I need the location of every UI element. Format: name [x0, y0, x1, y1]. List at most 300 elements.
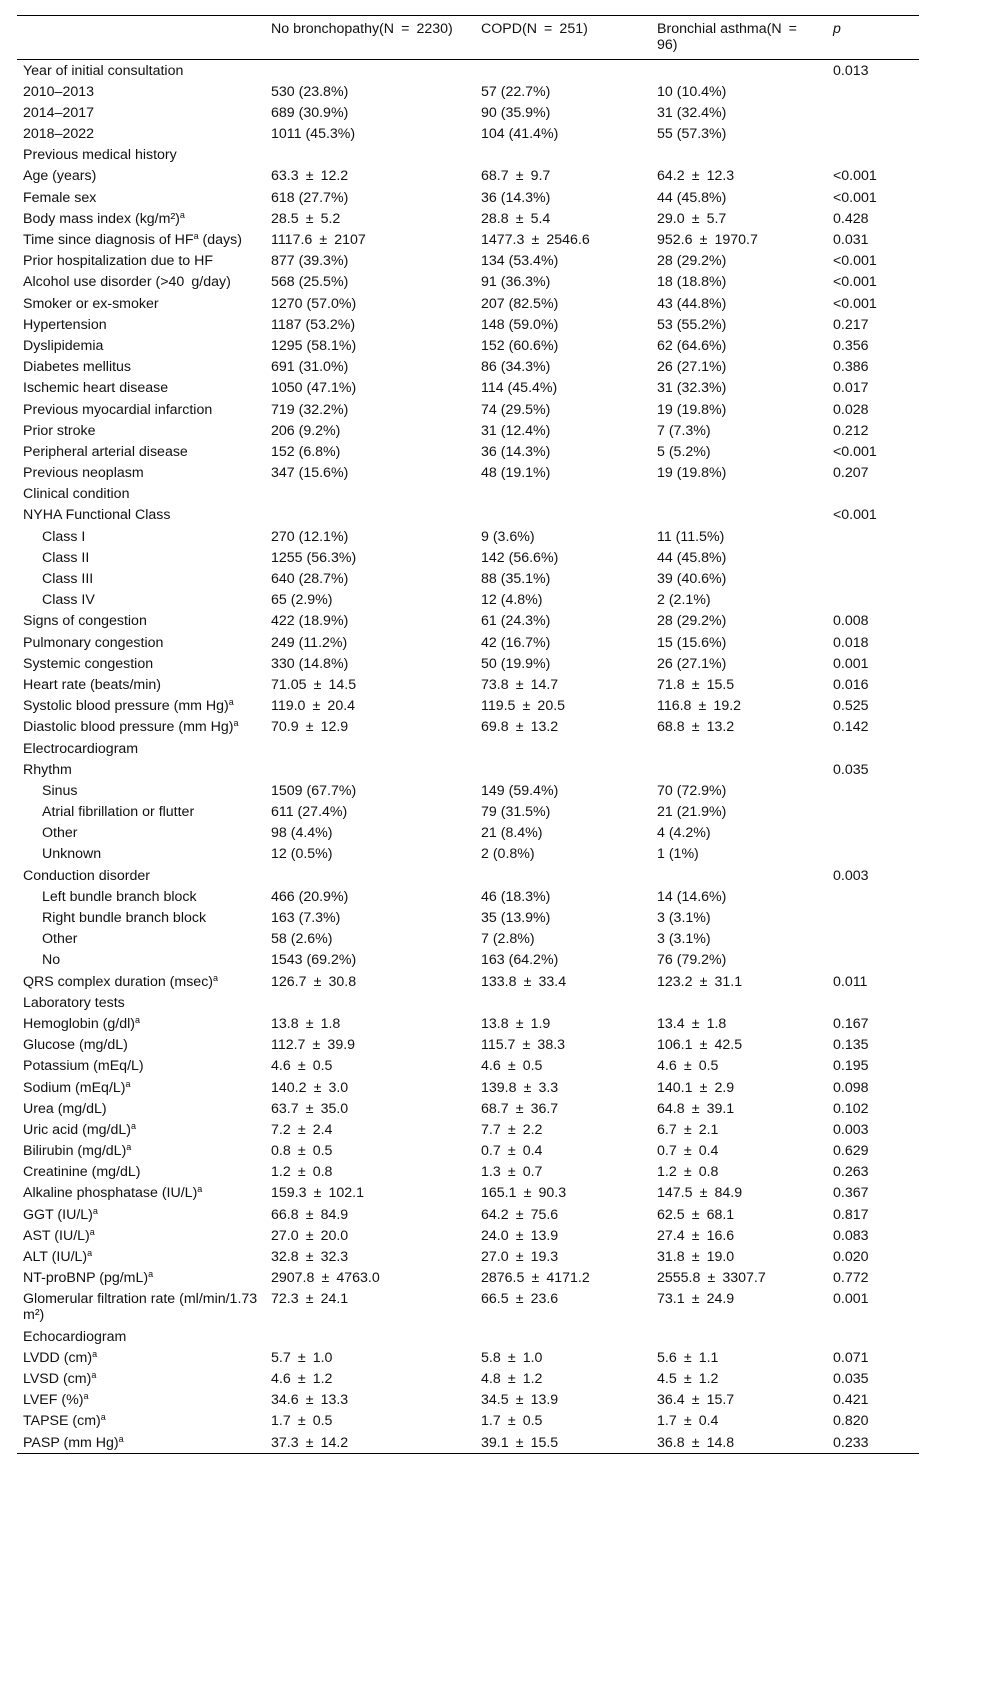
row-label-text: No — [42, 952, 61, 969]
cell-bronchial-asthma: 39 (40.6%) — [657, 571, 727, 587]
row-label-text: Pulmonary congestion — [23, 634, 164, 651]
table-row — [17, 60, 919, 82]
cell-p-value: <0.001 — [833, 443, 877, 460]
table-container — [17, 15, 919, 1454]
table-row — [17, 335, 919, 356]
cell-no-bronchopathy: 71.05 ± 14.5 — [271, 676, 357, 693]
table-row — [17, 1326, 919, 1347]
cell-no-bronchopathy: 2907.8 ± 4763.0 — [271, 1270, 380, 1287]
cell-copd — [475, 992, 651, 1013]
row-label — [17, 738, 265, 759]
cell-no-bronchopathy: 65 (2.9%) — [271, 592, 333, 609]
table-row — [17, 823, 919, 844]
cell-p-value — [827, 81, 919, 102]
row-label-text: Glomerular filtration rate (ml/min/1.73 m²) — [23, 1291, 258, 1324]
row-label-suffix: (days) — [198, 232, 242, 248]
row-label — [17, 251, 265, 272]
header-p-value: p — [833, 21, 841, 37]
table-row — [17, 1390, 919, 1411]
row-label — [17, 653, 265, 674]
cell-p-value: 0.386 — [833, 359, 869, 376]
table-row — [17, 1289, 919, 1326]
cell-p-value: 0.001 — [833, 655, 869, 672]
cell-copd: 46 (18.3%) — [481, 888, 551, 905]
cell-no-bronchopathy: 13.8 ± 1.8 — [271, 1015, 341, 1032]
table-row — [17, 569, 919, 590]
row-label-text: Female sex — [23, 189, 97, 206]
table-row — [17, 992, 919, 1013]
header-no-bronchopathy: No bronchopathy(N = 2230) — [271, 21, 453, 37]
row-label-text: Class II — [42, 549, 90, 566]
cell-copd: 90 (35.9%) — [481, 104, 551, 121]
cell-no-bronchopathy: 63.3 ± 12.2 — [271, 168, 349, 185]
cell-bronchial-asthma: 4.5 ± 1.2 — [657, 1370, 719, 1387]
cell-copd: 36 (14.3%) — [481, 189, 551, 206]
row-label — [17, 208, 265, 229]
footnote-marker: a — [126, 1142, 132, 1153]
row-label-text: Hemoglobin (g/dl) — [23, 1015, 135, 1032]
cell-copd: 68.7 ± 9.7 — [481, 168, 551, 185]
cell-bronchial-asthma: 5 (5.2%) — [657, 443, 711, 460]
cell-p-value: <0.001 — [833, 189, 877, 206]
row-label — [17, 717, 265, 738]
row-label-text: Time since diagnosis of HF — [23, 232, 194, 248]
cell-no-bronchopathy: 618 (27.7%) — [271, 189, 349, 206]
cell-p-value: 0.083 — [833, 1227, 869, 1244]
cell-bronchial-asthma — [651, 738, 827, 759]
header-copd: COPD(N = 251) — [481, 21, 588, 37]
row-label — [17, 1247, 265, 1268]
cell-copd: 104 (41.4%) — [481, 126, 559, 143]
row-label — [17, 590, 265, 611]
table-row — [17, 1183, 919, 1204]
cell-bronchial-asthma: 64.8 ± 39.1 — [657, 1100, 735, 1117]
row-label-text: Bilirubin (mg/dL) — [23, 1143, 127, 1160]
row-label — [17, 802, 265, 823]
row-label-text: Creatinine (mg/dL) — [23, 1164, 141, 1181]
table-row — [17, 1247, 919, 1268]
cell-copd: 1.3 ± 0.7 — [481, 1164, 543, 1181]
cell-bronchial-asthma: 106.1 ± 42.5 — [657, 1037, 743, 1054]
table-row — [17, 590, 919, 611]
cell-no-bronchopathy: 270 (12.1%) — [271, 528, 349, 545]
cell-no-bronchopathy: 5.7 ± 1.0 — [271, 1349, 333, 1366]
cell-p-value — [827, 780, 919, 801]
cell-copd: 50 (19.9%) — [481, 655, 551, 672]
cell-no-bronchopathy: 568 (25.5%) — [271, 274, 349, 291]
cell-copd: 152 (60.6%) — [481, 337, 559, 354]
cell-bronchial-asthma — [651, 60, 827, 82]
cell-bronchial-asthma: 26 (27.1%) — [657, 359, 727, 376]
cell-bronchial-asthma: 19 (19.8%) — [657, 401, 727, 418]
cell-p-value — [827, 102, 919, 123]
cell-bronchial-asthma: 62 (64.6%) — [657, 337, 727, 354]
row-label — [17, 484, 265, 505]
table-row — [17, 738, 919, 759]
cell-p-value — [827, 145, 919, 166]
cell-no-bronchopathy: 689 (30.9%) — [271, 104, 349, 121]
row-label-text: Dyslipidemia — [23, 337, 104, 354]
cell-bronchial-asthma: 1.2 ± 0.8 — [657, 1164, 719, 1181]
cell-copd: 35 (13.9%) — [481, 910, 551, 926]
table-row — [17, 1119, 919, 1140]
cell-copd: 115.7 ± 38.3 — [481, 1037, 566, 1054]
row-label — [17, 357, 265, 378]
cell-no-bronchopathy: 530 (23.8%) — [271, 83, 349, 100]
row-label — [17, 908, 265, 929]
table-row — [17, 1432, 919, 1454]
row-label-text: Ischemic heart disease — [23, 380, 169, 397]
row-label — [17, 696, 265, 717]
cell-copd: 2876.5 ± 4171.2 — [481, 1270, 590, 1287]
row-label-text: Class I — [42, 528, 86, 545]
cell-p-value: 0.142 — [833, 719, 869, 736]
table-row — [17, 1268, 919, 1289]
cell-bronchial-asthma: 2555.8 ± 3307.7 — [657, 1270, 766, 1287]
cell-bronchial-asthma: 31.8 ± 19.0 — [657, 1249, 735, 1265]
row-label — [17, 823, 265, 844]
row-label — [17, 102, 265, 123]
row-label-text: Alcohol use disorder (>40 g/day) — [23, 274, 231, 291]
table-row — [17, 187, 919, 208]
cell-bronchial-asthma: 76 (79.2%) — [657, 952, 727, 969]
cell-p-value: 0.102 — [833, 1100, 869, 1117]
cell-no-bronchopathy: 206 (9.2%) — [271, 422, 341, 439]
row-label — [17, 420, 265, 441]
cell-p-value: <0.001 — [833, 295, 877, 312]
cell-p-value: 0.428 — [833, 210, 869, 227]
table-row — [17, 81, 919, 102]
row-label-text: Body mass index (kg/m²) — [23, 210, 180, 227]
cell-copd: 42 (16.7%) — [481, 634, 551, 651]
cell-bronchial-asthma — [651, 759, 827, 780]
cell-copd: 149 (59.4%) — [481, 782, 559, 799]
cell-p-value — [827, 738, 919, 759]
row-label-text: Glucose (mg/dL) — [23, 1037, 128, 1054]
cell-p-value — [827, 1326, 919, 1347]
cell-copd: 207 (82.5%) — [481, 295, 559, 312]
row-label — [17, 60, 265, 82]
cell-p-value: 0.421 — [833, 1392, 869, 1409]
table-row — [17, 950, 919, 971]
header-row — [17, 16, 919, 60]
cell-p-value: <0.001 — [833, 507, 877, 524]
cell-no-bronchopathy: 98 (4.4%) — [271, 825, 333, 842]
row-label — [17, 547, 265, 568]
row-label — [17, 526, 265, 547]
table-row — [17, 653, 919, 674]
table-row — [17, 865, 919, 886]
cell-bronchial-asthma: 1 (1%) — [657, 846, 699, 863]
cell-bronchial-asthma: 29.0 ± 5.7 — [657, 210, 727, 227]
footnote-marker: a — [179, 209, 185, 220]
table-row — [17, 378, 919, 399]
row-label — [17, 1432, 265, 1454]
row-label-text: QRS complex duration (msec) — [23, 973, 214, 990]
cell-copd: 148 (59.0%) — [481, 316, 559, 333]
footnote-marker: a — [100, 1412, 106, 1423]
cell-copd: 7.7 ± 2.2 — [481, 1121, 543, 1138]
row-label — [17, 463, 265, 484]
row-label — [17, 1225, 265, 1246]
table-row — [17, 1225, 919, 1246]
row-label — [17, 314, 265, 335]
cell-p-value: 0.018 — [833, 634, 869, 651]
cell-copd — [475, 505, 651, 526]
cell-bronchial-asthma: 13.4 ± 1.8 — [657, 1015, 727, 1032]
row-label — [17, 971, 265, 992]
cell-no-bronchopathy: 1270 (57.0%) — [271, 295, 357, 312]
cell-p-value — [827, 950, 919, 971]
table-row — [17, 886, 919, 907]
cell-bronchial-asthma: 36.8 ± 14.8 — [657, 1434, 735, 1451]
cell-no-bronchopathy: 140.2 ± 3.0 — [271, 1079, 349, 1096]
cell-bronchial-asthma: 70 (72.9%) — [657, 782, 727, 799]
cell-bronchial-asthma: 6.7 ± 2.1 — [657, 1121, 719, 1138]
row-label — [17, 1013, 265, 1034]
row-label-text: Previous myocardial infarction — [23, 401, 213, 418]
table-row — [17, 420, 919, 441]
cell-p-value — [827, 844, 919, 865]
cell-bronchial-asthma: 3 (3.1%) — [657, 910, 711, 926]
row-label-text: Atrial fibrillation or flutter — [42, 804, 195, 821]
table-row — [17, 971, 919, 992]
footnote-marker: a — [131, 1120, 137, 1131]
cell-bronchial-asthma: 44 (45.8%) — [657, 189, 727, 206]
cell-copd: 31 (12.4%) — [481, 422, 551, 439]
cell-copd: 86 (34.3%) — [481, 359, 551, 376]
table-row — [17, 908, 919, 929]
row-label — [17, 1035, 265, 1056]
cell-copd: 1477.3 ± 2546.6 — [481, 232, 590, 248]
cell-no-bronchopathy: 691 (31.0%) — [271, 359, 349, 376]
cell-p-value: 0.817 — [833, 1206, 869, 1223]
cell-copd: 21 (8.4%) — [481, 825, 543, 842]
footnote-marker: a — [197, 1184, 203, 1195]
row-label — [17, 611, 265, 632]
row-label-text: Left bundle branch block — [42, 888, 197, 905]
cell-copd: 119.5 ± 20.5 — [481, 698, 566, 715]
cell-p-value: 0.020 — [833, 1249, 869, 1265]
cell-copd: 5.8 ± 1.0 — [481, 1349, 543, 1366]
cell-no-bronchopathy: 72.3 ± 24.1 — [271, 1291, 349, 1308]
cell-no-bronchopathy — [265, 505, 475, 526]
cell-p-value: 0.098 — [833, 1079, 869, 1096]
table-row — [17, 1098, 919, 1119]
cell-copd: 91 (36.3%) — [481, 274, 551, 291]
table-row — [17, 230, 919, 251]
cell-copd: 2 (0.8%) — [481, 846, 535, 863]
cell-bronchial-asthma: 28 (29.2%) — [657, 613, 727, 630]
cell-no-bronchopathy: 7.2 ± 2.4 — [271, 1121, 333, 1138]
row-label-text: 2014–2017 — [23, 104, 95, 121]
row-label-text: Electrocardiogram — [23, 740, 139, 757]
cell-no-bronchopathy: 34.6 ± 13.3 — [271, 1392, 349, 1409]
footnote-marker: a — [92, 1205, 98, 1216]
footnote-marker: a — [134, 1014, 140, 1025]
table-row — [17, 717, 919, 738]
cell-p-value — [827, 569, 919, 590]
cell-p-value — [827, 992, 919, 1013]
row-label-text: Diabetes mellitus — [23, 359, 132, 376]
cell-no-bronchopathy: 640 (28.7%) — [271, 571, 349, 587]
row-label-text: Uric acid (mg/dL) — [23, 1121, 132, 1138]
cell-bronchial-asthma: 5.6 ± 1.1 — [657, 1349, 719, 1366]
row-label-text: Heart rate (beats/min) — [23, 676, 161, 693]
cell-p-value — [827, 590, 919, 611]
cell-no-bronchopathy — [265, 145, 475, 166]
footnote-marker: a — [233, 718, 239, 729]
cell-no-bronchopathy: 32.8 ± 32.3 — [271, 1249, 349, 1265]
table-row — [17, 505, 919, 526]
footnote-marker: a — [118, 1433, 124, 1444]
row-label-text: Prior stroke — [23, 422, 96, 439]
row-label — [17, 674, 265, 695]
cell-bronchial-asthma: 140.1 ± 2.9 — [657, 1079, 735, 1096]
row-label-text: Previous neoplasm — [23, 465, 144, 482]
cell-no-bronchopathy — [265, 759, 475, 780]
table-row — [17, 547, 919, 568]
row-label-text: Urea (mg/dL) — [23, 1100, 107, 1117]
cell-p-value: 0.028 — [833, 401, 869, 418]
cell-no-bronchopathy: 4.6 ± 0.5 — [271, 1058, 333, 1075]
cell-no-bronchopathy — [265, 738, 475, 759]
cell-no-bronchopathy — [265, 484, 475, 505]
row-label-text: Signs of congestion — [23, 613, 147, 630]
cell-p-value: 0.356 — [833, 337, 869, 354]
cell-p-value — [827, 124, 919, 145]
cell-bronchial-asthma: 2 (2.1%) — [657, 592, 711, 609]
row-label — [17, 1289, 265, 1326]
row-label — [17, 1077, 265, 1098]
row-label — [17, 1204, 265, 1225]
cell-p-value: 0.772 — [833, 1270, 869, 1287]
cell-p-value: 0.233 — [833, 1434, 869, 1451]
row-label — [17, 441, 265, 462]
footnote-marker: a — [193, 231, 199, 241]
cell-bronchial-asthma: 43 (44.8%) — [657, 295, 727, 312]
cell-bronchial-asthma: 0.7 ± 0.4 — [657, 1143, 719, 1160]
cell-no-bronchopathy: 63.7 ± 35.0 — [271, 1100, 349, 1117]
cell-p-value: 0.017 — [833, 380, 869, 397]
table-row — [17, 102, 919, 123]
cell-bronchial-asthma: 71.8 ± 15.5 — [657, 676, 735, 693]
cell-bronchial-asthma — [651, 865, 827, 886]
table-row — [17, 1035, 919, 1056]
row-label — [17, 992, 265, 1013]
cell-p-value — [827, 929, 919, 950]
cell-copd: 48 (19.1%) — [481, 465, 551, 482]
cell-copd: 139.8 ± 3.3 — [481, 1079, 559, 1096]
cell-p-value: 0.035 — [833, 761, 869, 778]
cell-no-bronchopathy: 28.5 ± 5.2 — [271, 210, 341, 227]
cell-bronchial-asthma: 53 (55.2%) — [657, 316, 727, 333]
cell-no-bronchopathy: 422 (18.9%) — [271, 613, 349, 630]
cell-bronchial-asthma: 19 (19.8%) — [657, 465, 727, 482]
footnote-marker: a — [92, 1348, 98, 1359]
row-label — [17, 1183, 265, 1204]
cell-no-bronchopathy: 112.7 ± 39.9 — [271, 1037, 356, 1054]
row-label-text: TAPSE (cm) — [23, 1413, 101, 1430]
table-row — [17, 929, 919, 950]
row-label — [17, 1326, 265, 1347]
row-label-text: NYHA Functional Class — [23, 507, 171, 524]
table-row — [17, 166, 919, 187]
cell-copd — [475, 484, 651, 505]
row-label-text: Conduction disorder — [23, 867, 150, 884]
cell-copd: 61 (24.3%) — [481, 613, 551, 630]
cell-p-value: <0.001 — [833, 274, 877, 291]
cell-p-value: 0.016 — [833, 676, 869, 693]
row-label — [17, 187, 265, 208]
footnote-marker: a — [228, 697, 234, 708]
row-label-text: Sodium (mEq/L) — [23, 1079, 126, 1096]
cell-p-value: <0.001 — [833, 253, 877, 270]
cell-bronchial-asthma: 64.2 ± 12.3 — [657, 168, 735, 185]
cell-p-value: 0.525 — [833, 698, 869, 715]
cell-copd: 114 (45.4%) — [481, 380, 558, 397]
cell-p-value: 0.629 — [833, 1143, 869, 1160]
row-label-text: GGT (IU/L) — [23, 1206, 93, 1223]
cell-p-value: 0.003 — [833, 1121, 869, 1138]
cell-bronchial-asthma: 31 (32.3%) — [657, 380, 727, 397]
cell-copd: 9 (3.6%) — [481, 528, 535, 545]
cell-no-bronchopathy: 719 (32.2%) — [271, 401, 349, 418]
cell-no-bronchopathy: 1050 (47.1%) — [271, 380, 357, 397]
table-row — [17, 611, 919, 632]
cell-no-bronchopathy: 330 (14.8%) — [271, 655, 349, 672]
row-label — [17, 1098, 265, 1119]
row-label — [17, 124, 265, 145]
cell-bronchial-asthma: 4 (4.2%) — [657, 825, 711, 842]
cell-bronchial-asthma — [651, 484, 827, 505]
header-bronchial-asthma: Bronchial asthma(N = 96) — [657, 21, 805, 53]
table-row — [17, 1204, 919, 1225]
row-label — [17, 844, 265, 865]
cell-p-value: 0.263 — [833, 1164, 869, 1181]
cell-bronchial-asthma — [651, 1326, 827, 1347]
cell-no-bronchopathy: 37.3 ± 14.2 — [271, 1434, 349, 1451]
cell-copd: 28.8 ± 5.4 — [481, 210, 551, 227]
cell-no-bronchopathy: 1255 (56.3%) — [271, 549, 357, 566]
table-row — [17, 1013, 919, 1034]
cell-copd: 69.8 ± 13.2 — [481, 719, 559, 736]
row-label-text: Prior hospitalization due to HF — [23, 253, 214, 270]
row-label — [17, 929, 265, 950]
table-row — [17, 780, 919, 801]
cell-bronchial-asthma: 3 (3.1%) — [657, 931, 711, 948]
cell-bronchial-asthma: 123.2 ± 31.1 — [657, 973, 743, 990]
cell-copd: 39.1 ± 15.5 — [481, 1434, 559, 1451]
cell-no-bronchopathy: 0.8 ± 0.5 — [271, 1143, 333, 1160]
cell-copd: 88 (35.1%) — [481, 571, 551, 587]
table-row — [17, 802, 919, 823]
cell-copd: 4.8 ± 1.2 — [481, 1370, 543, 1387]
row-label-text: Other — [42, 931, 78, 948]
cell-copd: 13.8 ± 1.9 — [481, 1015, 551, 1032]
cell-no-bronchopathy: 611 (27.4%) — [271, 804, 348, 821]
cell-copd: 74 (29.5%) — [481, 401, 551, 418]
cell-bronchial-asthma: 10 (10.4%) — [657, 83, 727, 100]
cell-p-value: 0.011 — [833, 973, 868, 990]
cell-bronchial-asthma: 68.8 ± 13.2 — [657, 719, 735, 736]
row-label — [17, 1347, 265, 1368]
row-label — [17, 378, 265, 399]
row-label-text: Rhythm — [23, 761, 72, 778]
cell-p-value: 0.217 — [833, 316, 869, 333]
row-label-text: LVDD (cm) — [23, 1349, 93, 1366]
table-row — [17, 293, 919, 314]
